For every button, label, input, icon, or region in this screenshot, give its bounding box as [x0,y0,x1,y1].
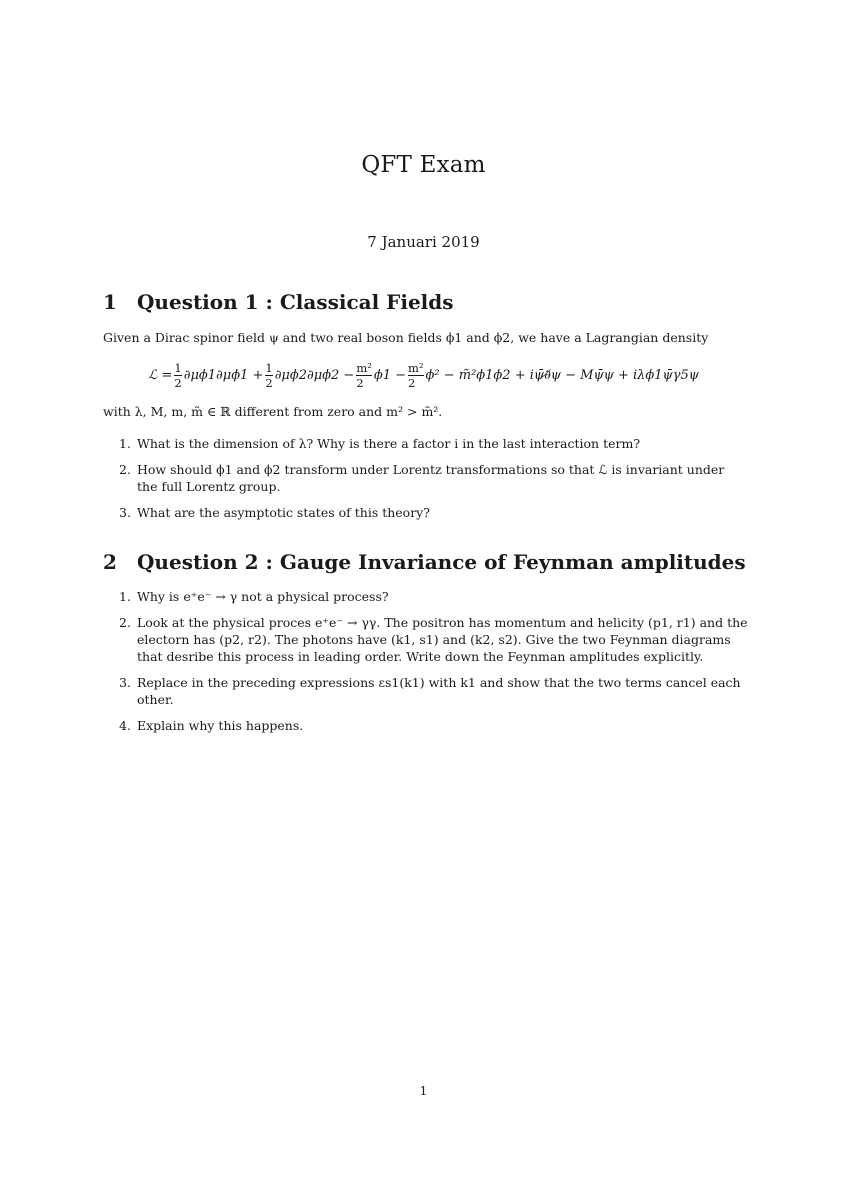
section-2-questions [103,588,748,743]
list-item [103,461,748,495]
document-title: QFT Exam [361,152,486,178]
fraction-denominator: 2 [356,375,372,390]
section-title: Question 1 : Classical Fields [137,290,454,314]
item-number: 2. [119,615,131,630]
equation-fraction [265,361,272,390]
fraction-denominator: 2 [408,375,424,390]
list-item [103,614,748,665]
equation-fraction [356,361,372,390]
item-number: 3. [119,505,131,520]
equation-term: ϕ1 − [373,367,407,383]
section-1-conditions: with λ, M, m, m̃ ∈ ℝ different from zero and m² > m̃². [103,404,443,419]
document-date: 7 Januari 2019 [367,233,480,251]
item-number: 2. [119,462,131,477]
fraction-numerator: m² [408,360,424,375]
equation-term: ∂μϕ1∂μϕ1 + [183,367,264,383]
item-number: 1. [119,589,131,604]
lagrangian-equation [147,355,747,395]
item-text: Replace in the preceding expressions εs1(k1) with k1 and show that the two terms cancel each other. [137,675,741,707]
section-2-heading [103,550,746,574]
list-item [103,588,748,605]
list-item [103,504,748,521]
section-number: 2 [103,550,117,574]
fraction-numerator: 1 [265,360,273,375]
list-item [103,674,748,708]
item-text: Look at the physical proces e⁺e⁻ → γγ. The positron has momentum and helicity (p1, r1) and the electorn has (p2, r2). The photons have (k1, s1) and (k2, s2). Give the two Feynman diagrams that desribe this process in leading order. Write down the Feynman amplitudes explicitly. [137,615,748,664]
equation-fraction [408,361,424,390]
item-text: How should ϕ1 and ϕ2 transform under Lorentz transformations so that ℒ is invariant under the full Lorentz group. [137,462,725,494]
equation-fraction [174,361,181,390]
fraction-denominator: 2 [174,375,182,390]
fraction-numerator: 1 [174,360,182,375]
item-text: Why is e⁺e⁻ → γ not a physical process? [137,589,389,604]
fraction-numerator: m² [356,360,372,375]
item-number: 3. [119,675,131,690]
item-number: 4. [119,718,131,733]
item-text: What is the dimension of λ? Why is there a factor i in the last interaction term? [137,436,641,451]
item-text: Explain why this happens. [137,718,304,733]
page-number: 1 [419,1083,428,1098]
section-title: Question 2 : Gauge Invariance of Feynman amplitudes [137,550,746,574]
section-1-questions [103,435,748,530]
equation-term: ∂μϕ2∂μϕ2 − [274,367,355,383]
item-number: 1. [119,436,131,451]
equation-term: ϕ² − m̃²ϕ1ϕ2 + iψ̄∂̸ψ − Mψ̄ψ + iλϕ1ψ̄γ5ψ [425,367,699,383]
list-item [103,717,748,734]
list-item [103,435,748,452]
item-text: What are the asymptotic states of this theory? [137,505,430,520]
section-number: 1 [103,290,117,314]
section-1-heading [103,290,454,314]
section-1-intro: Given a Dirac spinor field ψ and two real boson fields ϕ1 and ϕ2, we have a Lagrangian density [103,330,709,345]
fraction-denominator: 2 [265,375,273,390]
equation-lhs: ℒ = [148,367,173,383]
